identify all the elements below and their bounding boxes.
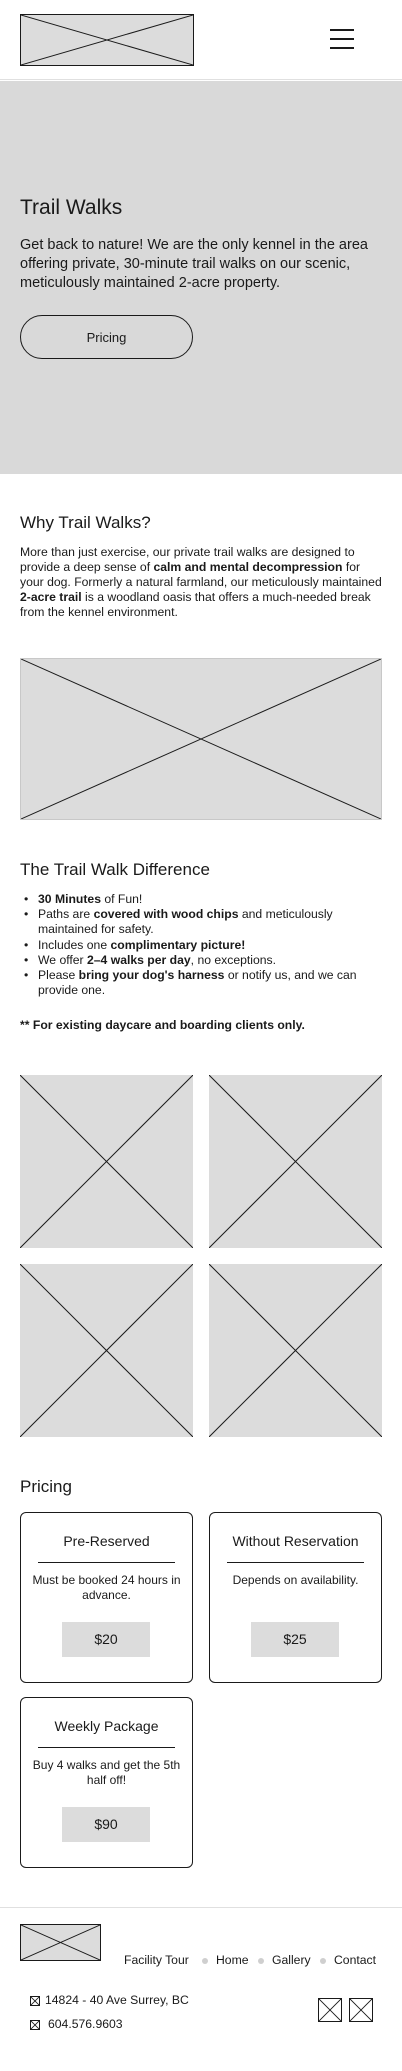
pricing-button[interactable]: Pricing [20, 315, 193, 359]
trail-image-placeholder [20, 658, 382, 820]
footer-link-facility-tour[interactable]: Facility Tour [124, 1953, 189, 1967]
gallery-image-placeholder [20, 1264, 193, 1437]
card-description: Must be booked 24 hours in advance. [32, 1573, 181, 1602]
divider [227, 1562, 364, 1563]
card-title: Weekly Package [54, 1718, 159, 1734]
social-icon[interactable] [349, 1998, 373, 2022]
difference-title: The Trail Walk Difference [20, 860, 210, 879]
list-item: • Paths are covered with wood chips and meticulously maintained for safety. [20, 907, 382, 937]
gallery-image-placeholder [209, 1075, 382, 1248]
hero-body: Get back to nature! We are the only kennel in the area offering private, 30-minute trail walks on our scenic, meticulously maintained 2-acre property. [20, 237, 368, 291]
list-item: • Please bring your dog's harness or notify us, and we can provide one. [20, 968, 382, 998]
pricing-title: Pricing [20, 1477, 72, 1496]
social-icon[interactable] [318, 1998, 342, 2022]
card-description: Buy 4 walks and get the 5th half off! [32, 1758, 181, 1787]
why-body: More than just exercise, our private trail walks are designed to provide a deep sense of calm and mental decompression for your dog. Formerly a natural farmland, our meticulously maintained 2-acre trail is a woodland oasis that offers a much-needed break from the kennel environment. [20, 545, 382, 619]
difference-list [20, 892, 382, 998]
logo-placeholder[interactable] [20, 14, 194, 66]
footer-link-home[interactable]: Home [216, 1953, 249, 1967]
why-title: Why Trail Walks? [20, 513, 151, 532]
footer-address: 14824 - 40 Ave Surrey, BC [45, 1993, 189, 2007]
clients-note: ** For existing daycare and boarding clients only. [20, 1018, 305, 1032]
gallery-image-placeholder [209, 1264, 382, 1437]
price-card-without-reservation [209, 1512, 382, 1683]
price-badge: $25 [251, 1622, 339, 1657]
phone-icon [30, 2020, 40, 2030]
price-badge: $90 [62, 1807, 150, 1842]
list-item: • We offer 2–4 walks per day, no exceptions. [20, 953, 382, 968]
gallery-image-placeholder [20, 1075, 193, 1248]
divider [38, 1747, 175, 1748]
hero-title: Trail Walks [20, 196, 123, 219]
footer-link-gallery[interactable]: Gallery [272, 1953, 311, 1967]
site-header [0, 0, 402, 80]
price-card-pre-reserved [20, 1512, 193, 1683]
address-icon [30, 1996, 40, 2006]
hero-section [0, 81, 402, 474]
price-badge: $20 [62, 1622, 150, 1657]
list-item: • Includes one complimentary picture! [20, 938, 382, 953]
nav-separator [258, 1958, 264, 1964]
card-title: Without Reservation [232, 1533, 359, 1549]
footer-phone[interactable]: 604.576.9603 [48, 2017, 123, 2031]
price-card-weekly-package [20, 1697, 193, 1868]
hamburger-menu-icon[interactable] [330, 28, 354, 50]
footer-logo-placeholder[interactable] [20, 1924, 101, 1961]
card-title: Pre-Reserved [63, 1533, 150, 1549]
nav-separator [202, 1958, 208, 1964]
footer-link-contact[interactable]: Contact [334, 1953, 377, 1967]
card-description: Depends on availability. [232, 1573, 359, 1587]
list-item: • 30 Minutes of Fun! [20, 892, 382, 907]
nav-separator [320, 1958, 326, 1964]
divider [38, 1562, 175, 1563]
